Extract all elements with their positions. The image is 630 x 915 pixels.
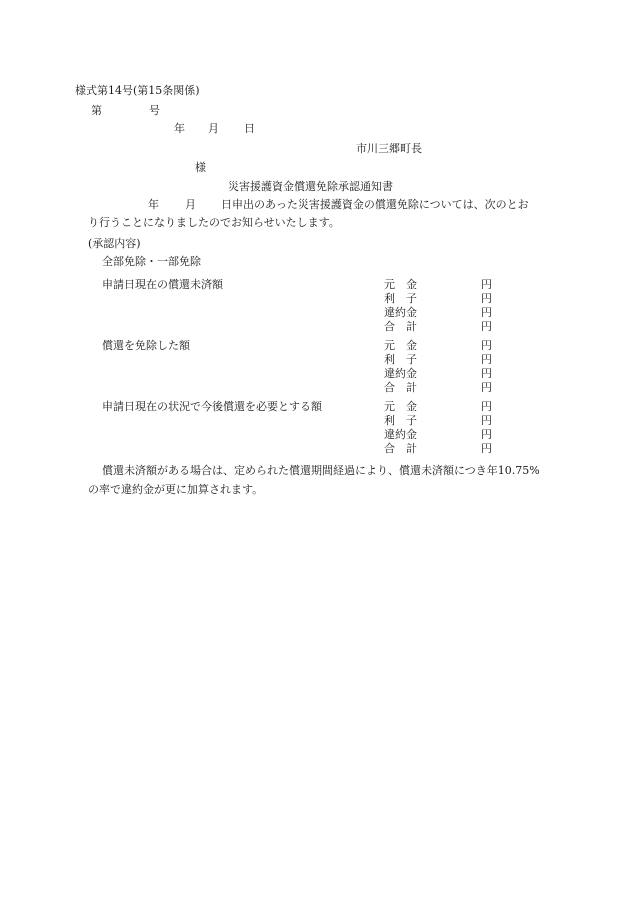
group-label: 申請日現在の状況で今後償還を必要とする額 <box>102 400 322 413</box>
issuer: 市川三郷町長 <box>356 142 422 155</box>
item-label: 元 金 <box>384 339 417 352</box>
item-label: 違約金 <box>384 367 417 380</box>
doc-number-prefix: 第 <box>91 104 102 117</box>
item-label: 違約金 <box>384 428 417 441</box>
section-heading: (承認内容) <box>88 237 141 250</box>
unit-label: 円 <box>481 320 492 333</box>
body-month: 月 <box>185 198 196 211</box>
unit-label: 円 <box>481 414 492 427</box>
doc-number-suffix: 号 <box>149 104 160 117</box>
date-month: 月 <box>208 122 219 135</box>
unit-label: 円 <box>481 428 492 441</box>
unit-label: 円 <box>481 353 492 366</box>
body-line2: り行うことになりましたのでお知らせいたします。 <box>88 216 340 229</box>
item-label: 違約金 <box>384 306 417 319</box>
unit-label: 円 <box>481 367 492 380</box>
group-label: 償還を免除した額 <box>102 339 190 352</box>
unit-label: 円 <box>481 442 492 455</box>
date-year: 年 <box>174 122 185 135</box>
unit-label: 円 <box>481 292 492 305</box>
item-label: 利 子 <box>384 353 417 366</box>
unit-label: 円 <box>481 278 492 291</box>
exemption-type: 全部免除・一部免除 <box>102 255 201 268</box>
form-id: 様式第14号(第15条関係) <box>75 84 200 97</box>
document-title: 災害援護資金償還免除承認通知書 <box>228 180 393 193</box>
body-line1: 日申出のあった災害援護資金の償還免除については、次のとお <box>221 198 529 211</box>
unit-label: 円 <box>481 400 492 413</box>
note-line1: 償還未済額がある場合は、定められた償還期間経過により、償還未済額につき年10.75% <box>102 464 540 477</box>
item-label: 合 計 <box>384 381 417 394</box>
item-label: 利 子 <box>384 414 417 427</box>
item-label: 合 計 <box>384 442 417 455</box>
note-line2: の率で違約金が更に加算されます。 <box>88 483 264 496</box>
recipient-suffix: 様 <box>195 161 206 174</box>
body-year: 年 <box>148 198 159 211</box>
item-label: 利 子 <box>384 292 417 305</box>
unit-label: 円 <box>481 339 492 352</box>
item-label: 元 金 <box>384 400 417 413</box>
group-label: 申請日現在の償還未済額 <box>102 278 223 291</box>
item-label: 元 金 <box>384 278 417 291</box>
unit-label: 円 <box>481 306 492 319</box>
unit-label: 円 <box>481 381 492 394</box>
item-label: 合 計 <box>384 320 417 333</box>
date-day: 日 <box>244 122 255 135</box>
